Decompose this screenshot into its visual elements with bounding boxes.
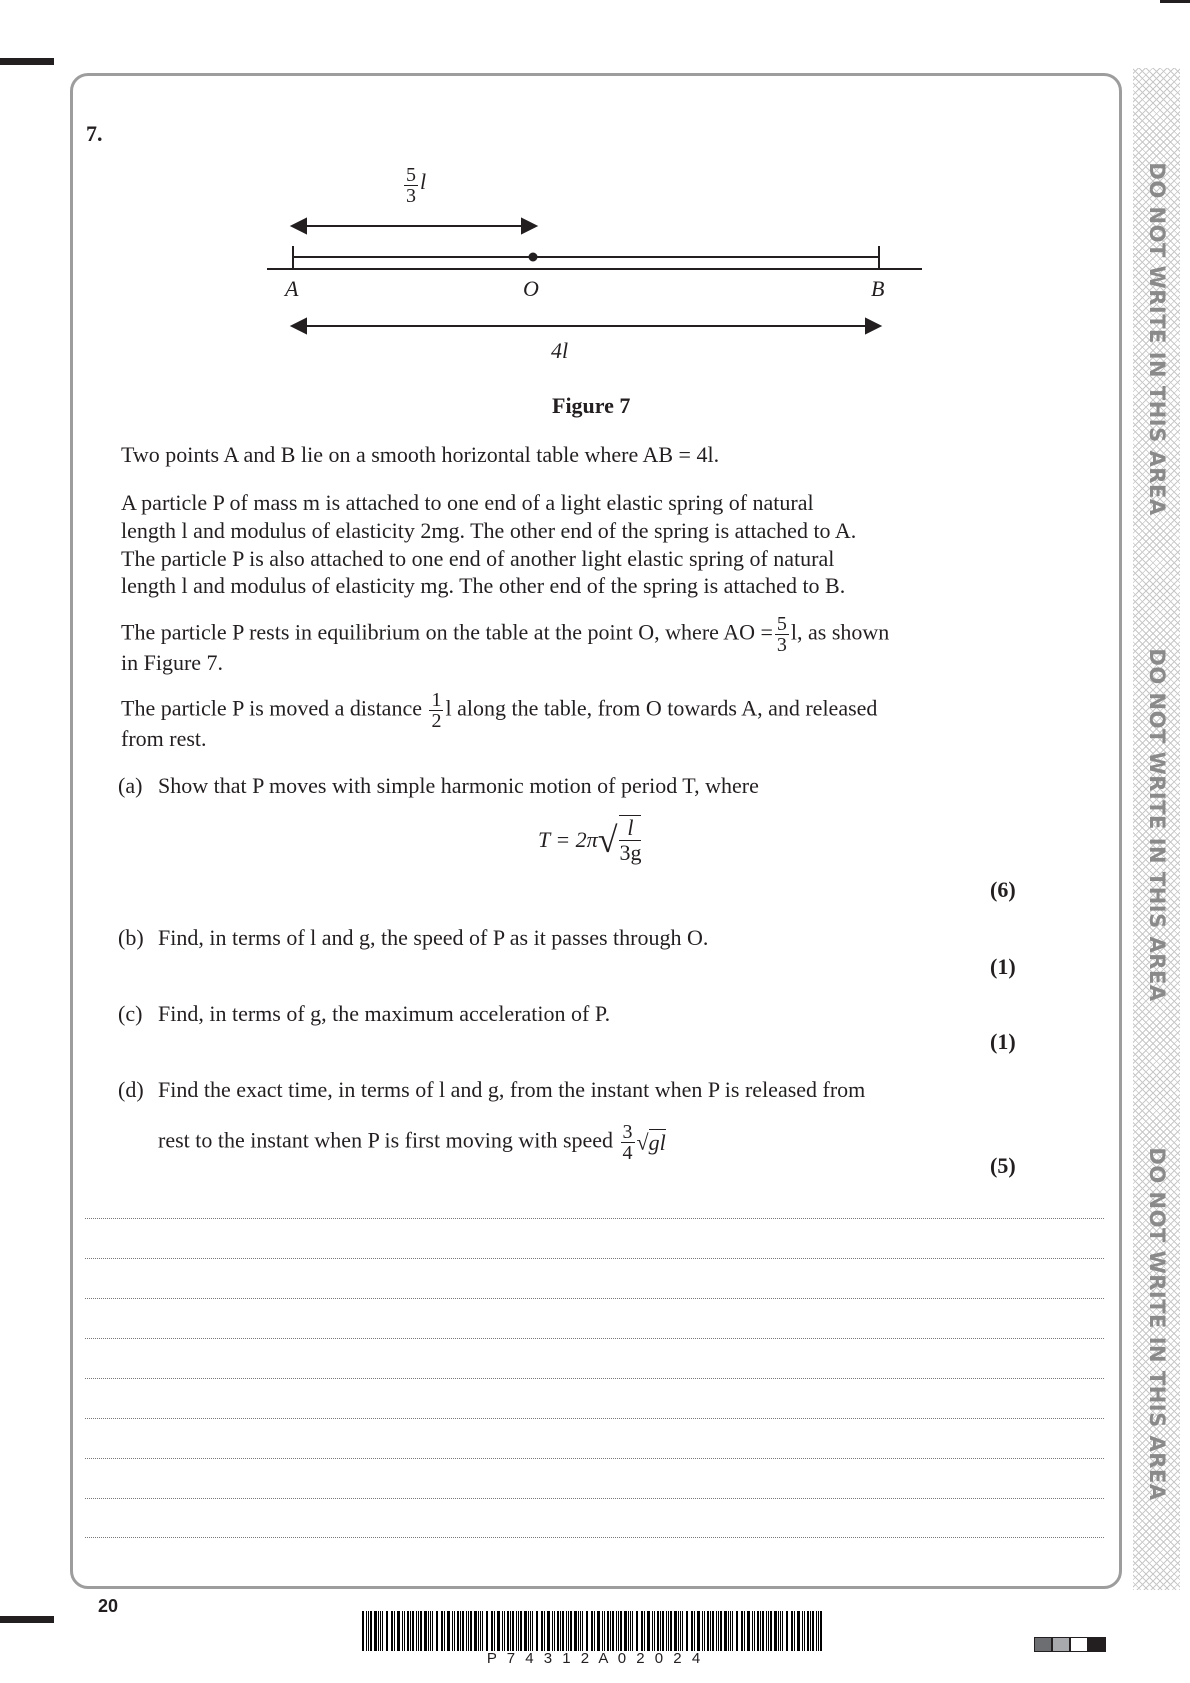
barcode-bar (628, 1611, 629, 1651)
barcode-bar (818, 1611, 819, 1651)
barcode-bar (724, 1611, 727, 1651)
barcode-bar (447, 1611, 450, 1651)
barcode-bar (736, 1611, 738, 1651)
barcode-bar (560, 1611, 561, 1651)
barcode-bar (597, 1611, 600, 1651)
text: l along the table, from O towards A, and released (445, 695, 878, 721)
barcode-bar (754, 1611, 755, 1651)
barcode-bar (660, 1611, 661, 1651)
barcode-bar (662, 1611, 664, 1651)
denominator: 3g (619, 840, 642, 865)
square-light-grey (1052, 1637, 1070, 1652)
denominator: 3 (776, 634, 787, 656)
square-white (1070, 1637, 1088, 1652)
barcode-bar (554, 1611, 555, 1651)
barcode-bar (654, 1611, 655, 1651)
margin-warning: DO NOT WRITE IN THIS AREA (1145, 162, 1169, 516)
barcode-bar (504, 1611, 505, 1651)
barcode-bar (436, 1611, 438, 1651)
barcode-bar (730, 1611, 731, 1651)
answer-line[interactable] (85, 1537, 1104, 1538)
numerator: 1 (431, 689, 442, 711)
barcode-bar (368, 1611, 369, 1651)
sqrt-sign: √ (597, 820, 618, 860)
barcode-bar (778, 1611, 779, 1651)
marks-b: (1) (990, 954, 1016, 979)
answer-line[interactable] (85, 1378, 1104, 1379)
barcode-bar (566, 1611, 567, 1651)
barcode-bar (716, 1611, 717, 1651)
barcode-bar (632, 1611, 633, 1651)
paragraph-text: The particle P is also attached to one end of another light elastic spring of natural (121, 546, 835, 571)
barcode-bar (380, 1611, 381, 1651)
barcode-bar (618, 1611, 619, 1651)
figure-caption: Figure 7 (552, 393, 631, 418)
barcode-bar (502, 1611, 503, 1651)
barcode-bar (712, 1611, 714, 1651)
barcode-bar (762, 1611, 764, 1651)
barcode-bar (416, 1611, 417, 1651)
barcode-bar (412, 1611, 414, 1651)
barcode-bar (402, 1611, 403, 1651)
marks-d: (5) (990, 1153, 1016, 1178)
barcode-bar (704, 1611, 705, 1651)
barcode-bar (666, 1611, 667, 1651)
barcode-bar (562, 1611, 564, 1651)
answer-line[interactable] (85, 1298, 1104, 1299)
paragraph-text: from rest. (121, 726, 207, 751)
barcode-bar (697, 1611, 700, 1651)
numerator: l (619, 816, 641, 841)
denominator: 2 (431, 710, 442, 732)
barcode-bar (624, 1611, 627, 1651)
barcode-bar (791, 1611, 793, 1651)
barcode-bar (707, 1611, 709, 1651)
figure-7-diagram (0, 0, 1190, 420)
barcode-bar (812, 1611, 814, 1651)
barcode-bar (807, 1611, 809, 1651)
square-dark-grey (1034, 1637, 1052, 1652)
barcode-bar (568, 1611, 569, 1651)
answer-line[interactable] (85, 1258, 1104, 1259)
part-b-label: (b) (118, 925, 144, 950)
barcode-bar (668, 1611, 669, 1651)
barcode-bar (482, 1611, 483, 1651)
barcode-bar (404, 1611, 405, 1651)
barcode-bar (418, 1611, 419, 1651)
radicand: gl (648, 1129, 666, 1155)
barcode-bar (474, 1611, 477, 1651)
barcode-bar (644, 1611, 645, 1651)
answer-line[interactable] (85, 1418, 1104, 1419)
barcode-bar (780, 1611, 781, 1651)
barcode-bar (678, 1611, 679, 1651)
barcode-bar (444, 1611, 445, 1651)
barcode-bar (362, 1611, 364, 1651)
barcode-bar (516, 1611, 517, 1651)
barcode-bar (547, 1611, 550, 1651)
barcode-bar (520, 1611, 522, 1651)
paragraph-text: A particle P of mass m is attached to one end of a light elastic spring of natural (121, 490, 814, 515)
numerator: 5 (776, 613, 787, 635)
arrowhead (292, 319, 306, 333)
barcode-bar (641, 1611, 643, 1651)
barcode-bar (407, 1611, 409, 1651)
barcode-bar (420, 1611, 422, 1651)
barcode-bar (432, 1611, 433, 1651)
barcode-bar (774, 1611, 777, 1651)
paragraph-text: in Figure 7. (121, 650, 224, 675)
text: rest to the instant when P is first moving with speed (158, 1127, 614, 1153)
label-b: B (871, 276, 885, 301)
barcode-bar (430, 1611, 431, 1651)
barcode-bar (782, 1611, 783, 1651)
answer-line[interactable] (85, 1458, 1104, 1459)
paragraph-text: Two points A and B lie on a smooth horizontal table where AB = 4l. (121, 442, 720, 467)
barcode-bar (497, 1611, 500, 1651)
barcode-bar (720, 1611, 722, 1651)
barcode-bar (786, 1611, 788, 1651)
barcode-bar (657, 1611, 659, 1651)
barcode-bar (760, 1611, 761, 1651)
barcode-bar (578, 1611, 579, 1651)
barcode-bar (557, 1611, 559, 1651)
barcode-bar (702, 1611, 703, 1651)
formula-lhs: T = 2π (538, 827, 598, 852)
barcode-bar (752, 1611, 753, 1651)
barcode-bar (757, 1611, 759, 1651)
barcode-bar (382, 1611, 383, 1651)
text: l, as shown (790, 619, 890, 645)
part-d-text2 (158, 1122, 666, 1163)
barcode-bar (424, 1611, 427, 1651)
barcode-bar (480, 1611, 481, 1651)
denominator: 3 (406, 185, 416, 207)
barcode-bar (680, 1611, 681, 1651)
barcode-bar (378, 1611, 379, 1651)
var-l: l (420, 169, 427, 195)
barcode-bar (630, 1611, 631, 1651)
paragraph-text (121, 690, 877, 731)
barcode-bar (652, 1611, 653, 1651)
margin-warning: DO NOT WRITE IN THIS AREA (1145, 648, 1169, 1002)
barcode-bar (616, 1611, 617, 1651)
label-4l: 4l (551, 338, 569, 363)
barcode-bar (744, 1611, 745, 1651)
barcode-bar (397, 1611, 400, 1651)
barcode-bar (674, 1611, 677, 1651)
barcode-bar (802, 1611, 803, 1651)
part-d-label: (d) (118, 1077, 144, 1102)
barcode (362, 1611, 828, 1651)
barcode-bar (582, 1611, 583, 1651)
text: The particle P rests in equilibrium on the table at the point O, where AO = (121, 619, 773, 645)
barcode-bar (797, 1611, 800, 1651)
barcode-bar (374, 1611, 377, 1651)
color-squares (1034, 1637, 1106, 1652)
part-c-label: (c) (118, 1001, 143, 1026)
barcode-bar (410, 1611, 411, 1651)
question-number: 7. (86, 121, 103, 146)
part-a-label: (a) (118, 773, 143, 798)
barcode-bar (741, 1611, 743, 1651)
barcode-bar (710, 1611, 711, 1651)
barcode-bar (574, 1611, 577, 1651)
barcode-bar (366, 1611, 367, 1651)
registration-mark (0, 1616, 54, 1623)
barcode-bar (820, 1611, 822, 1651)
barcode-bar (494, 1611, 495, 1651)
barcode-bar (552, 1611, 553, 1651)
part-d-text: Find the exact time, in terms of l and g, from the instant when P is released from (158, 1077, 866, 1102)
barcode-bar (452, 1611, 453, 1651)
barcode-bar (610, 1611, 611, 1651)
marks-c: (1) (990, 1029, 1016, 1054)
barcode-bar (470, 1611, 472, 1651)
label-a: A (285, 276, 299, 301)
barcode-bar (530, 1611, 531, 1651)
barcode-bar (510, 1611, 511, 1651)
barcode-bar (544, 1611, 545, 1651)
barcode-bar (586, 1611, 588, 1651)
arrowhead (522, 219, 536, 233)
part-b-text: Find, in terms of l and g, the speed of P as it passes through O. (158, 925, 709, 950)
sqrt-sign: √ (636, 1129, 649, 1155)
barcode-bar (512, 1611, 514, 1651)
arrowhead (292, 219, 306, 233)
barcode-bar (636, 1611, 638, 1651)
barcode-bar (460, 1611, 461, 1651)
paragraph-text (121, 614, 889, 655)
paragraph-text: length l and modulus of elasticity 2mg. The other end of the spring is attached to A. (121, 518, 857, 543)
barcode-bar (541, 1611, 543, 1651)
barcode-bar (612, 1611, 614, 1651)
barcode-bar (620, 1611, 622, 1651)
barcode-bar (370, 1611, 372, 1651)
label-five-thirds-l (402, 165, 426, 206)
barcode-bar (491, 1611, 493, 1651)
barcode-bar (428, 1611, 429, 1651)
barcode-bar (394, 1611, 395, 1651)
part-c-text: Find, in terms of g, the maximum acceleration of P. (158, 1001, 611, 1026)
square-black (1088, 1637, 1106, 1652)
marks-a: (6) (990, 877, 1016, 902)
answer-line[interactable] (85, 1338, 1104, 1339)
text: The particle P is moved a distance (121, 695, 422, 721)
barcode-bar (524, 1611, 527, 1651)
barcode-bar (607, 1611, 609, 1651)
barcode-bar (691, 1611, 693, 1651)
arrowhead (866, 319, 880, 333)
part-a-text: Show that P moves with simple harmonic motion of period T, where (158, 773, 759, 798)
barcode-bar (462, 1611, 464, 1651)
barcode-bar (536, 1611, 538, 1651)
denominator: 4 (622, 1142, 633, 1164)
numerator: 5 (406, 164, 416, 186)
barcode-bar (766, 1611, 767, 1651)
barcode-bar (682, 1611, 683, 1651)
barcode-bar (580, 1611, 581, 1651)
paragraph-text: length l and modulus of elasticity mg. The other end of the spring is attached to B. (121, 573, 846, 598)
barcode-bar (694, 1611, 695, 1651)
barcode-bar (486, 1611, 488, 1651)
barcode-bar (794, 1611, 795, 1651)
numerator: 3 (622, 1121, 633, 1143)
barcode-bar (441, 1611, 443, 1651)
barcode-bar (466, 1611, 467, 1651)
barcode-bar (591, 1611, 593, 1651)
barcode-bar (518, 1611, 519, 1651)
page-number: 20 (98, 1596, 119, 1616)
barcode-bar (686, 1611, 688, 1651)
barcode-bar (507, 1611, 509, 1651)
point-o-dot (530, 254, 537, 261)
label-o: O (523, 276, 539, 301)
barcode-bar (647, 1611, 650, 1651)
barcode-bar (728, 1611, 729, 1651)
answer-line[interactable] (85, 1498, 1104, 1499)
barcode-bar (478, 1611, 479, 1651)
answer-line[interactable] (85, 1218, 1104, 1219)
barcode-bar (804, 1611, 805, 1651)
barcode-bar (810, 1611, 811, 1651)
barcode-bar (454, 1611, 455, 1651)
barcode-bar (718, 1611, 719, 1651)
barcode-text: P 7 4 3 1 2 A 0 2 0 2 4 (486, 1650, 704, 1667)
margin-warning: DO NOT WRITE IN THIS AREA (1145, 1147, 1169, 1501)
barcode-bar (670, 1611, 672, 1651)
barcode-bar (732, 1611, 733, 1651)
barcode-bar (528, 1611, 529, 1651)
barcode-bar (468, 1611, 469, 1651)
barcode-bar (770, 1611, 772, 1651)
barcode-bar (768, 1611, 769, 1651)
barcode-bar (747, 1611, 750, 1651)
barcode-bar (602, 1611, 603, 1651)
barcode-bar (570, 1611, 572, 1651)
barcode-bar (594, 1611, 595, 1651)
barcode-bar (391, 1611, 393, 1651)
barcode-bar (457, 1611, 459, 1651)
period-formula (538, 815, 643, 865)
barcode-bar (386, 1611, 388, 1651)
barcode-bar (604, 1611, 605, 1651)
barcode-bar (532, 1611, 533, 1651)
barcode-bar (816, 1611, 817, 1651)
